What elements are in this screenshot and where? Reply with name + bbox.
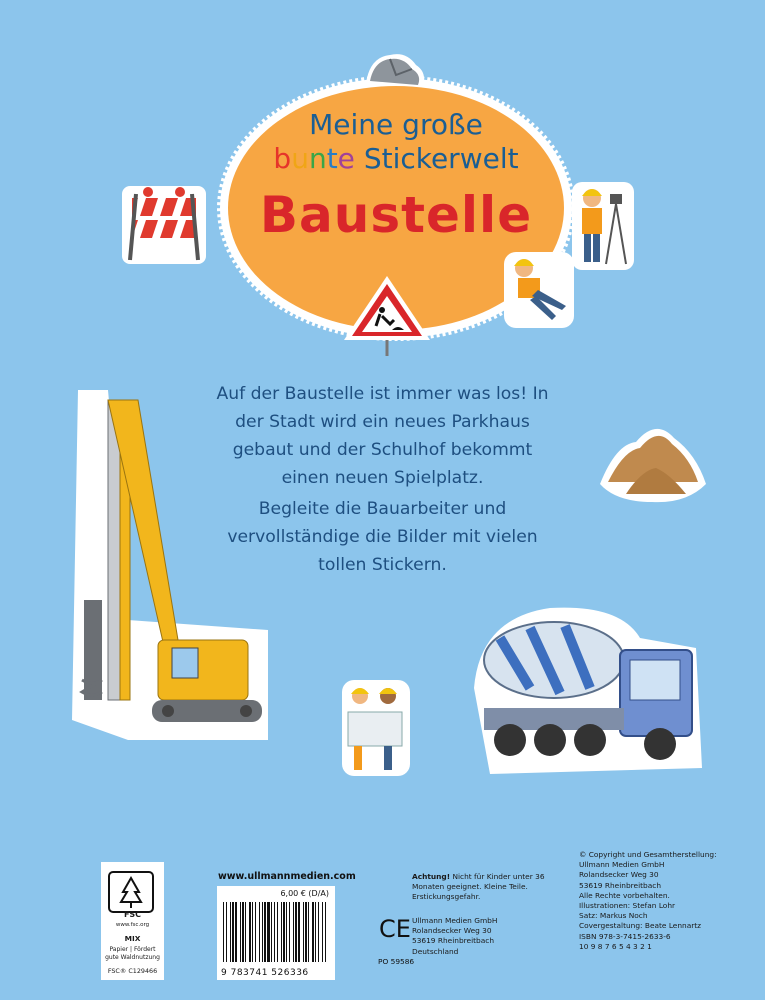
price-label: 6,00 € (D/A) [280,889,329,898]
fsc-site: www.fsc.org [115,922,150,928]
barcode-bar [312,902,314,962]
barcode-bar [274,902,275,962]
credit-line: 10 9 8 7 6 5 4 3 2 1 [579,941,652,951]
barrier-icon [118,180,210,270]
barcode-bar [325,902,326,962]
barcode-digits: 9 783741 526336 [221,968,309,978]
publisher-address [412,916,497,957]
resting-worker-icon [502,250,576,330]
barcode-bar [264,902,266,962]
barcode-bar [259,902,260,962]
fsc-desc: Papier | Fördert gute Waldnutzung [105,946,160,961]
description-paragraph-2: Begleite die Bauarbeiter und vervollständige die Bilder mit vielen tollen Stickern. [227,499,538,575]
bunte-letter: n [308,142,327,175]
credit-line: Ullmann Medien GmbH [579,860,665,870]
credits-block [579,850,717,952]
credit-line: Rolandsecker Weg 30 [579,870,659,880]
title-line-1: Meine große [309,108,483,141]
barcode-bar [308,902,309,962]
safety-warning [412,872,577,903]
barcode-bar [315,902,316,962]
barcode-bar [249,902,251,962]
fsc-wordmark: FSC [123,910,142,919]
fsc-label [101,862,164,980]
barcode-bar [293,902,294,962]
address-line: Deutschland [412,946,459,956]
barcode-bar [235,902,237,962]
roadwork-sign-icon [342,274,432,358]
credit-line: ISBN 978-3-7415-2633-6 [579,931,671,941]
barcode-bar [255,902,256,962]
address-line: Rolandsecker Weg 30 [412,926,492,936]
bunte-letter: u [291,142,309,175]
barcode-bar [322,902,323,962]
barcode-bar [289,902,290,962]
credit-line: Satz: Markus Noch [579,911,648,921]
credit-line: Illustrationen: Stefan Lohr [579,901,676,911]
barcode-bar [277,902,278,962]
rocks-icon [360,45,430,95]
warning-text: Nicht für Kinder unter 36 Monaten geeignet. Kleine Teile. Erstickungsgefahr. [412,872,545,902]
fsc-code: FSC® C129466 [107,967,158,975]
credit-line: Covergestaltung: Beate Lennartz [579,921,702,931]
barcode-bar [271,902,272,962]
credit-line: Alle Rechte vorbehalten. [579,890,670,900]
address-line: 53619 Rheinbreitbach [412,936,494,946]
address-line: Ullmann Medien GmbH [412,916,498,925]
website-link[interactable]: www.ullmannmedien.com [218,871,356,882]
barcode-bar [303,902,304,962]
barcode-bar [245,902,246,962]
title-line-2 [215,142,577,175]
description-paragraph-1: Auf der Baustelle ist immer was los! In der Stadt wird ein neues Parkhaus gebaut und der Schulhof bekommt einen neuen Spielplatz. [216,384,549,488]
barcode [217,886,335,980]
fsc-mix: MIX [124,934,141,943]
warning-heading: Achtung! [412,872,451,881]
bunte-letter: b [273,142,292,175]
barcode-bar [230,902,231,962]
barcode-bar [267,902,270,962]
sand-pile-icon [596,414,710,504]
credit-line: © Copyright und Gesamtherstellung: [579,850,717,859]
concrete-mixer-truck-icon [470,598,706,778]
barcode-bar [281,902,282,962]
title-stickerwelt: Stickerwelt [363,142,519,175]
barcode-bar [232,902,234,962]
barcode-bar [262,902,263,962]
barcode-bar [298,902,300,962]
barcode-bar [295,902,297,962]
barcode-bar [226,902,227,962]
po-number: PO 59586 [378,957,415,966]
barcode-bar [242,902,244,962]
barcode-bar [283,902,285,962]
bunte-letter: e [337,142,355,175]
ce-mark: CE [379,915,411,943]
workers-with-plan-icon [340,678,412,778]
barcode-bars [221,902,331,964]
credit-line: 53619 Rheinbreitbach [579,880,661,890]
barcode-bar [240,902,241,962]
bunte-letter: t [326,142,338,175]
barcode-bar [286,902,287,962]
title-main: Baustelle [259,186,533,244]
barcode-bar [252,902,253,962]
barcode-bar [223,902,224,962]
surveyor-worker-icon [570,180,636,272]
barcode-bar [318,902,319,962]
barcode-bar [305,902,307,962]
